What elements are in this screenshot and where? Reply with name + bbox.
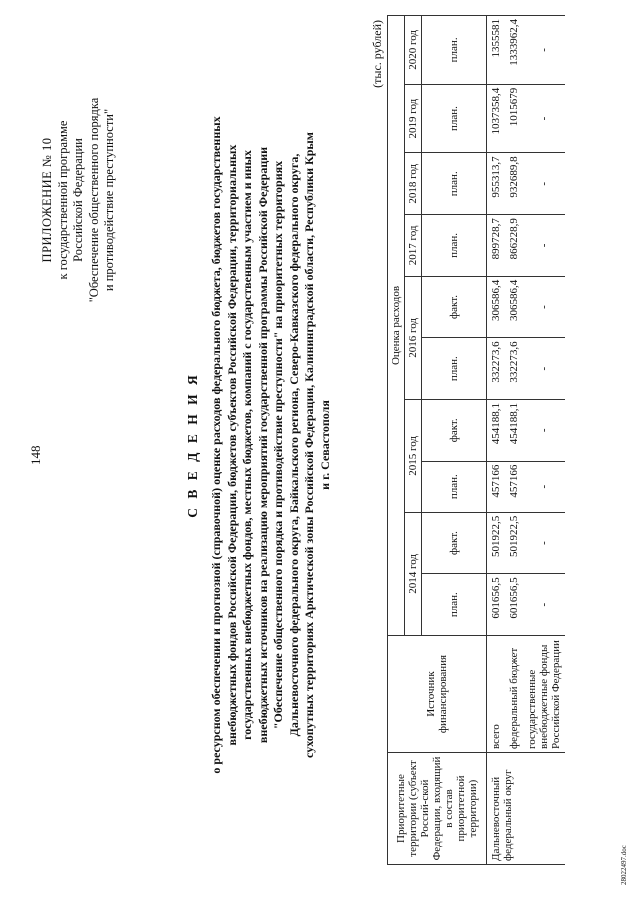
header-year: 2020 год <box>405 16 422 85</box>
header-year: 2015 год <box>405 399 422 512</box>
value-cell: - <box>523 16 565 85</box>
appendix-line: "Обеспечение общественного порядка <box>86 97 101 303</box>
header-plan: план. <box>422 574 487 636</box>
source-cell: федеральный бюджет <box>505 636 523 753</box>
heading-line: о ресурсном обеспечении и прогнозной (справочной) оценке расходов федерального бюджета, бюджетов государственных <box>209 116 223 774</box>
header-plan: план. <box>422 153 487 215</box>
heading-title: С В Е Д Е Н И Я <box>185 372 200 518</box>
source-cell: всего <box>487 636 506 753</box>
heading-line: внебюджетных источников на реализацию мероприятий государственной программы Российской Федерации <box>255 146 270 744</box>
table-row <box>523 16 565 865</box>
value-cell: 306586,4 <box>505 276 523 338</box>
heading-line: внебюджетных фондов Российской Федерации, бюджетов субъектов Российской Федерации, территориальных <box>224 144 239 746</box>
appendix-line: и противодействие преступности" <box>102 108 116 292</box>
value-cell: - <box>523 276 565 338</box>
value-cell: 601656,5 <box>487 574 506 636</box>
value-cell: 457166 <box>487 461 506 512</box>
header-estimate: Оценка расходов <box>388 16 405 636</box>
value-cell: 1355581 <box>487 16 506 85</box>
header-fact: факт. <box>422 512 487 574</box>
source-cell: государственные внебюджетные фонды Российской Федерации <box>523 636 565 753</box>
value-cell: 955313,7 <box>487 153 506 215</box>
value-cell: 454188,1 <box>487 399 506 461</box>
value-cell: 457166 <box>505 461 523 512</box>
appendix-line: Российской Федерации <box>71 138 85 262</box>
appendix-line: к государственной программе <box>55 120 70 280</box>
value-cell: 866228,9 <box>505 215 523 277</box>
value-cell: - <box>523 153 565 215</box>
header-year: 2017 год <box>405 215 422 277</box>
heading-line: Дальневосточного федерального округа, Байкальского региона, Северо-Кавказского федерального округа, <box>286 153 301 737</box>
value-cell: - <box>523 461 565 512</box>
value-cell: - <box>523 84 565 153</box>
header-year: 2016 год <box>405 276 422 399</box>
header-year: 2019 год <box>405 84 422 153</box>
heading-line: государственных внебюджетных фондов, местных бюджетов, компаний с государственным участием и иных <box>240 150 254 740</box>
table-row <box>505 16 523 865</box>
page-number: 148 <box>28 445 43 465</box>
value-cell: 1333962,4 <box>505 16 523 85</box>
file-footer: 28022497.doc <box>620 845 628 885</box>
units-label: (тыс. рублей) <box>370 20 384 88</box>
heading-line: "Обеспечение общественного порядка и противодействие преступности" на приоритетных территориях <box>271 160 285 730</box>
header-plan: план. <box>422 16 487 85</box>
value-cell: 1037358,4 <box>487 84 506 153</box>
header-plan: план. <box>422 461 487 512</box>
value-cell: 332273,6 <box>505 338 523 400</box>
value-cell: 601656,5 <box>505 574 523 636</box>
header-territory: Приоритетные территории (субъект Россий-ской Федерации, входящий в состав приоритетной территории) <box>388 753 487 865</box>
value-cell: 932689,8 <box>505 153 523 215</box>
header-source: Источник финансирования <box>388 636 487 753</box>
value-cell: 899728,7 <box>487 215 506 277</box>
expenses-table <box>387 15 565 865</box>
heading-line: сухопутных территориях Арктической зоны Российской Федерации, Калининградской области, Республики Крым <box>302 132 316 758</box>
document-heading <box>185 25 333 865</box>
value-cell: - <box>523 399 565 461</box>
header-year: 2014 год <box>405 512 422 635</box>
value-cell: - <box>523 215 565 277</box>
heading-body <box>209 25 333 865</box>
appendix-block <box>40 50 118 350</box>
appendix-title: ПРИЛОЖЕНИЕ № 10 <box>40 137 54 263</box>
header-plan: план. <box>422 338 487 400</box>
value-cell: - <box>523 338 565 400</box>
header-plan: план. <box>422 215 487 277</box>
header-year: 2018 год <box>405 153 422 215</box>
header-fact: факт. <box>422 399 487 461</box>
value-cell: - <box>523 512 565 574</box>
value-cell: 454188,1 <box>505 399 523 461</box>
heading-line: и г. Севастополя <box>317 400 332 490</box>
territory-cell: Дальневосточный федеральный округ <box>487 753 566 865</box>
header-fact: факт. <box>422 276 487 338</box>
value-cell: 501922,5 <box>487 512 506 574</box>
header-plan: план. <box>422 84 487 153</box>
value-cell: 332273,6 <box>487 338 506 400</box>
table-row <box>487 16 506 865</box>
value-cell: 306586,4 <box>487 276 506 338</box>
value-cell: 1015679 <box>505 84 523 153</box>
value-cell: - <box>523 574 565 636</box>
value-cell: 501922,5 <box>505 512 523 574</box>
